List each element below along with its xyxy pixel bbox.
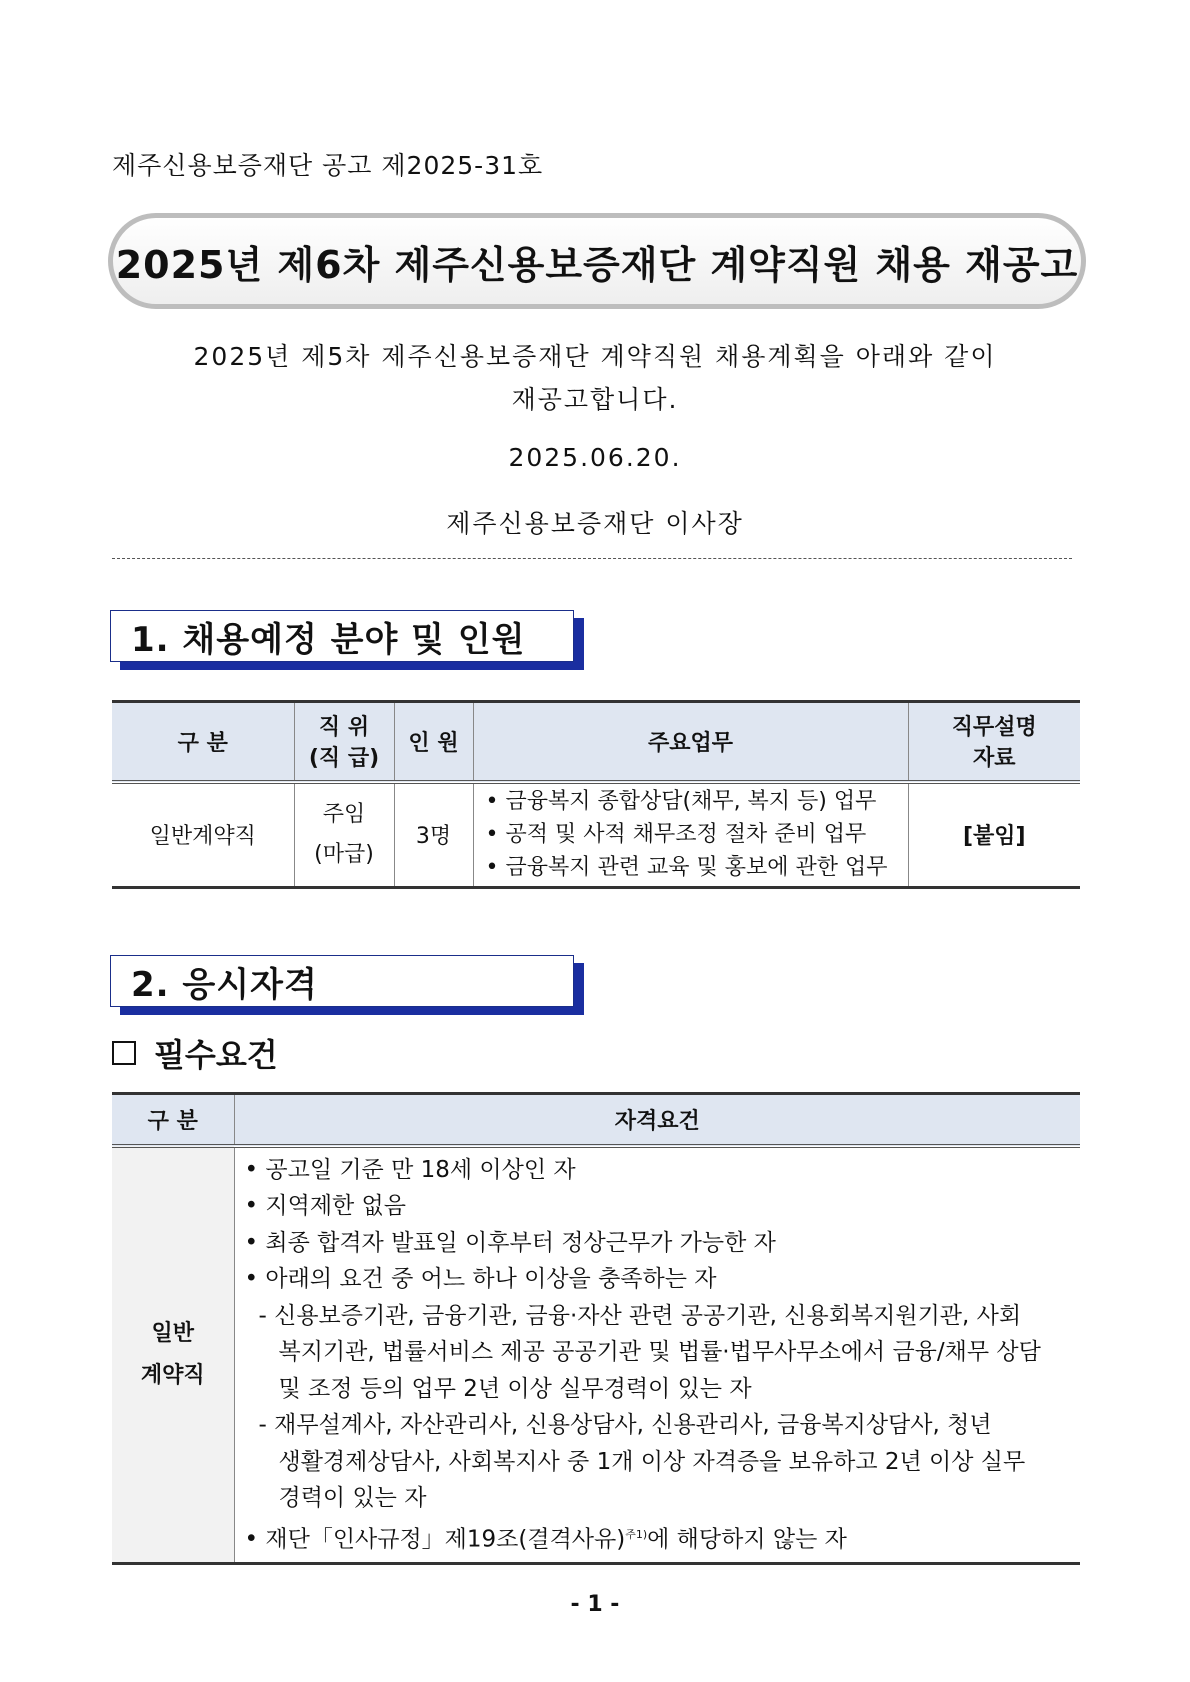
title-banner [108, 213, 1086, 309]
dashed-divider [112, 558, 1072, 559]
category-line2: 계약직 [140, 1362, 205, 1388]
required-heading-text: 필수요건 [154, 1036, 278, 1074]
requirement-subitem: - 신용보증기관, 금융기관, 금융·자산 관련 공공기관, 신용회복지원기관, 사회 [258, 1302, 1022, 1329]
requirement-item: • 지역제한 없음 [244, 1193, 406, 1219]
intro-text-line2: 재공고합니다. [511, 385, 679, 414]
header-position-line2: (직 급) [308, 746, 380, 772]
category-line1: 일반 [151, 1320, 194, 1346]
row-position-line1: 주임 [322, 801, 366, 827]
row-position-line2: (마급) [314, 841, 374, 867]
header-position [294, 702, 394, 782]
table-row [112, 782, 1080, 888]
header-duties: 주요업무 [473, 702, 908, 782]
announcement-date: 2025.06.20. [508, 443, 682, 472]
header-jobdesc-line2: 자료 [972, 746, 1016, 772]
duty-item: • 금융복지 관련 교육 및 홍보에 관한 업무 [485, 855, 888, 881]
section-1-title: 1. 채용예정 분야 및 인원 [131, 619, 526, 660]
page-number: - 1 - [570, 1592, 620, 1617]
row-jobdesc-link: [붙임] [908, 782, 1080, 888]
requirement-subitem-cont: 및 조정 등의 업무 2년 이상 실무경력이 있는 자 [278, 1375, 752, 1402]
duty-item: • 금융복지 종합상담(채무, 복지 등) 업무 [485, 789, 877, 815]
recruitment-table-header [112, 702, 1080, 782]
qualification-table-header [112, 1094, 1080, 1146]
requirement-item: • 아래의 요건 중 어느 하나 이상을 충족하는 자 [244, 1266, 717, 1292]
qualification-table [112, 1092, 1080, 1565]
required-heading [112, 1030, 278, 1076]
checkbox-square-icon [112, 1041, 136, 1065]
header-requirements: 자격요건 [234, 1094, 1080, 1146]
requirement-subitem-cont: 복지기관, 법률서비스 제공 공공기관 및 법률·법무사무소에서 금융/채무 상담 [278, 1339, 1041, 1365]
requirement-subitem-cont: 경력이 있는 자 [278, 1485, 427, 1511]
row-duties [473, 782, 908, 888]
requirement-text: • 재단「인사규정」제19조(결격사유) [244, 1526, 626, 1553]
table-row [112, 1146, 1080, 1564]
requirement-item: • 최종 합격자 발표일 이후부터 정상근무가 가능한 자 [244, 1229, 776, 1256]
qualification-requirements [234, 1146, 1080, 1564]
requirement-subitem: - 재무설계사, 자산관리사, 신용상담사, 신용관리사, 금융복지상담사, 청년 [258, 1412, 992, 1438]
section-1-header [110, 610, 574, 662]
row-headcount: 3명 [394, 782, 473, 888]
recruitment-table [112, 700, 1080, 889]
requirement-text: 에 해당하지 않는 자 [647, 1526, 847, 1553]
requirement-item: • 공고일 기준 만 18세 이상인 자 [244, 1156, 576, 1183]
requirement-subitem-cont: 생활경제상담사, 사회복지사 중 1개 이상 자격증을 보유하고 2년 이상 실무 [278, 1448, 1026, 1475]
intro-text-line1: 2025년 제5차 제주신용보증재단 계약직원 채용계획을 아래와 같이 [193, 342, 997, 371]
header-headcount: 인 원 [394, 702, 473, 782]
notice-number: 제주신용보증재단 공고 제2025-31호 [112, 151, 544, 180]
header-category: 구 분 [112, 1094, 234, 1146]
page-title: 2025년 제6차 제주신용보증재단 계약직원 채용 재공고 [115, 242, 1079, 287]
qualification-category [112, 1146, 234, 1564]
issuer: 제주신용보증재단 이사장 [446, 509, 744, 538]
header-category: 구 분 [112, 702, 294, 782]
requirement-item [245, 1517, 1071, 1558]
header-position-line1: 직 위 [318, 715, 370, 741]
header-jobdesc-line1: 직무설명 [951, 715, 1037, 741]
section-2-title: 2. 응시자격 [131, 964, 318, 1005]
section-2-header [110, 955, 574, 1007]
header-jobdesc [908, 702, 1080, 782]
row-category: 일반계약직 [112, 782, 294, 888]
duty-item: • 공적 및 사적 채무조정 절차 준비 업무 [485, 822, 867, 848]
footnote-marker: 주1) [625, 1527, 648, 1541]
row-position [294, 782, 394, 888]
